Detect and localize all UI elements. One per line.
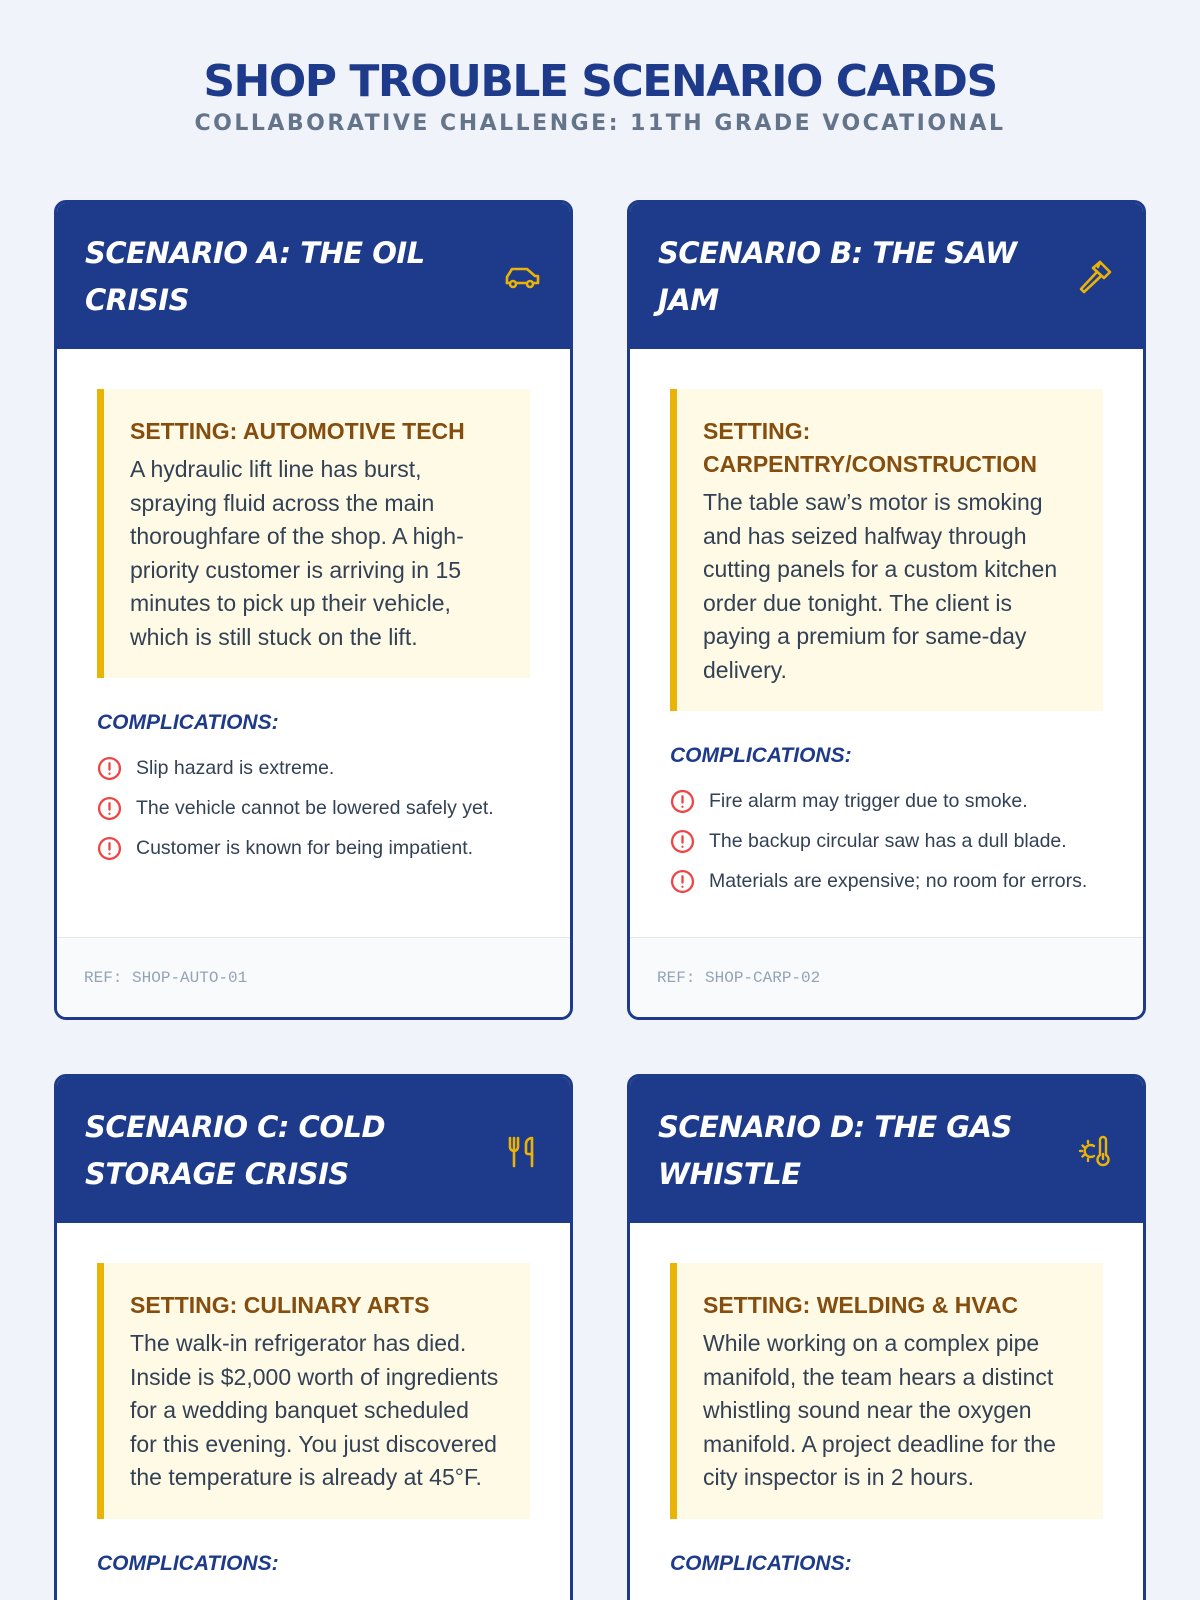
card-body [630, 349, 1143, 901]
scenario-card-d [627, 1074, 1146, 1600]
alert-circle-icon [97, 756, 122, 781]
complication-text: Slip hazard is extreme. [136, 757, 335, 779]
card-reference: REF: SHOP-CARP-02 [630, 937, 1143, 1017]
setting-box [97, 1263, 530, 1519]
alert-circle-icon [97, 796, 122, 821]
setting-description: The walk-in refrigerator has died. Inside is $2,000 worth of ingredients for a wedding banquet scheduled for this evening. You just discovered the temperature is already at 45°F. [130, 1330, 499, 1490]
card-header [57, 203, 570, 349]
scenario-card-b [627, 200, 1146, 1020]
hammer-icon [1075, 258, 1115, 298]
complications-list [97, 748, 530, 868]
complications-title: COMPLICATIONS: [670, 1551, 852, 1575]
card-title: SCENARIO C: COLD STORAGE CRISIS [85, 1110, 386, 1191]
card-reference: REF: SHOP-AUTO-01 [57, 937, 570, 1017]
card-body [630, 1223, 1143, 1579]
card-body [57, 349, 570, 868]
card-title: SCENARIO D: THE GAS WHISTLE [658, 1110, 1012, 1191]
card-header [630, 203, 1143, 349]
card-title: SCENARIO B: THE SAW JAM [658, 236, 1017, 317]
card-header [57, 1077, 570, 1223]
alert-circle-icon [670, 829, 695, 854]
setting-box [670, 389, 1103, 711]
scenario-card-a [54, 200, 573, 1020]
complication-text: Materials are expensive; no room for errors. [709, 870, 1088, 892]
page-subtitle: COLLABORATIVE CHALLENGE: 11TH GRADE VOCATIONAL [194, 111, 1006, 136]
scenario-card-grid [54, 200, 1146, 1600]
setting-label: SETTING: CARPENTRY/CONSTRUCTION [703, 418, 1037, 477]
complication-item [670, 861, 1103, 901]
setting-label: SETTING: AUTOMOTIVE TECH [130, 418, 465, 444]
setting-description: The table saw’s motor is smoking and has seized halfway through cutting panels for a custom kitchen order due tonight. The client is paying a premium for same-day delivery. [703, 489, 1058, 683]
complication-item [670, 781, 1103, 821]
complication-item [97, 748, 530, 788]
page-title: SHOP TROUBLE SCENARIO CARDS [203, 56, 997, 107]
complication-text: Fire alarm may trigger due to smoke. [709, 790, 1028, 812]
complications-title: COMPLICATIONS: [97, 711, 279, 734]
card-body [57, 1223, 570, 1579]
alert-circle-icon [670, 869, 695, 894]
complications-title: COMPLICATIONS: [670, 744, 852, 767]
card-header [630, 1077, 1143, 1223]
setting-description: While working on a complex pipe manifold, the team hears a distinct whistling sound near the oxygen manifold. A project deadline for the city inspector is in 2 hours. [703, 1330, 1056, 1490]
complication-item [97, 788, 530, 828]
alert-circle-icon [670, 789, 695, 814]
complication-text: Customer is known for being impatient. [136, 837, 474, 859]
car-icon [502, 258, 542, 298]
card-title: SCENARIO A: THE OIL CRISIS [85, 236, 425, 317]
setting-label: SETTING: WELDING & HVAC [703, 1292, 1019, 1318]
complications-title: COMPLICATIONS: [97, 1551, 279, 1575]
temperature-icon [1075, 1132, 1115, 1172]
complication-item [670, 821, 1103, 861]
complication-item [97, 828, 530, 868]
utensils-icon [502, 1132, 542, 1172]
setting-box [97, 389, 530, 678]
setting-label: SETTING: CULINARY ARTS [130, 1292, 430, 1318]
setting-description: A hydraulic lift line has burst, spraying fluid across the main thoroughfare of the shop. A high-priority customer is arriving in 15 minutes to pick up their vehicle, which is still stuck on the lift. [130, 456, 464, 650]
alert-circle-icon [97, 836, 122, 861]
complications-list [670, 781, 1103, 901]
complication-text: The vehicle cannot be lowered safely yet. [136, 797, 494, 819]
complication-text: The backup circular saw has a dull blade. [709, 830, 1067, 852]
scenario-card-c [54, 1074, 573, 1600]
setting-box [670, 1263, 1103, 1519]
page-header [0, 0, 1200, 138]
